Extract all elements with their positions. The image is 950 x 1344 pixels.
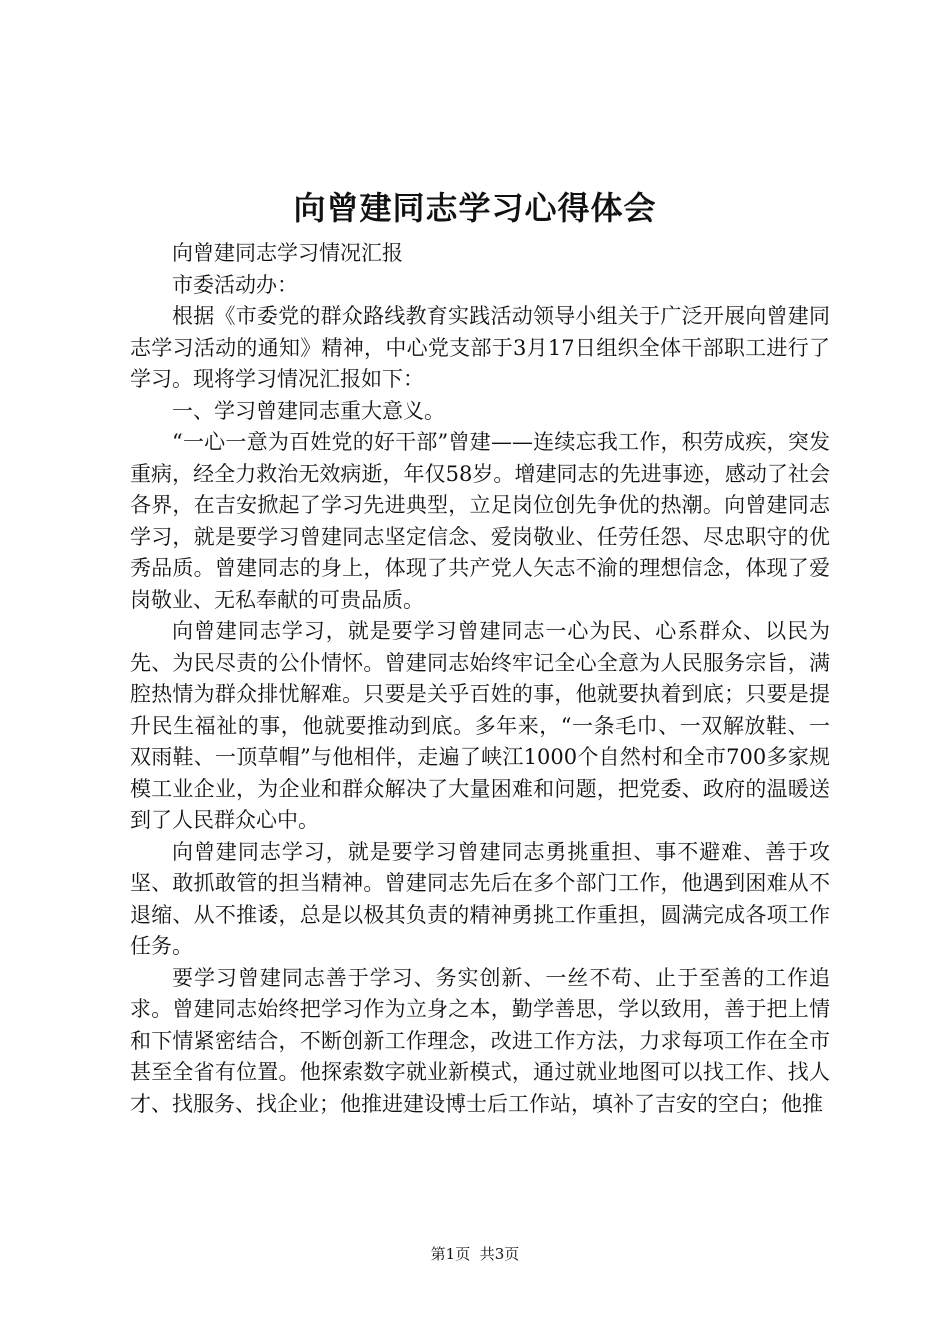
report-subtitle: 向曾建同志学习情况汇报 xyxy=(172,241,403,265)
body-paragraph: 根据《市委党的群众路线教育实践活动领导小组关于广泛开展向曾建同志学习活动的通知》精神，中心党支部于3月17日组织全体干部职工进行了学习。现将学习情况汇报如下： xyxy=(130,304,830,391)
body-paragraph: 向曾建同志学习，就是要学习曾建同志一心为民、心系群众、以民为先、为民尽责的公仆情怀。曾建同志始终牢记全心全意为人民服务宗旨，满腔热情为群众排忧解难。只要是关乎百姓的事，他就要执着到底；只要是提升民生福祉的事，他就要推动到底。多年来，“一条毛巾、一双解放鞋、一双雨鞋、一顶草帽”与他相伴，走遍了峡江1000个自然村和全市700多家规模工业企业，为企业和群众解决了大量困难和问题，把党委、政府的温暖送到了人民群众心中。 xyxy=(130,619,830,832)
document-title: 向曾建同志学习心得体会 xyxy=(293,189,657,227)
body-paragraph: 要学习曾建同志善于学习、务实创新、一丝不苟、止于至善的工作追求。曾建同志始终把学习作为立身之本，勤学善思，学以致用，善于把上情和下情紧密结合，不断创新工作理念，改进工作方法，力求每项工作在全市甚至全省有位置。他探索数字就业新模式，通过就业地图可以找工作、找人才、找服务、找企业；他推进建设博士后工作站，填补了吉安的空白；他推 xyxy=(130,965,830,1116)
section-heading: 一、学习曾建同志重大意义。 xyxy=(172,398,445,423)
document-body xyxy=(130,238,830,1120)
page-number: 第1页 xyxy=(430,1245,471,1263)
addressee-line: 市委活动办： xyxy=(172,272,298,297)
page-total: 共3页 xyxy=(479,1245,520,1263)
page-footer xyxy=(0,1244,950,1264)
body-paragraph: 向曾建同志学习，就是要学习曾建同志勇挑重担、事不避难、善于攻坚、敢抓敢管的担当精神。曾建同志先后在多个部门工作，他遇到困难从不退缩、从不推诿，总是以极其负责的精神勇挑工作重担，圆满完成各项工作任务。 xyxy=(130,839,830,958)
body-paragraph: “一心一意为百姓党的好干部”曾建——连续忘我工作，积劳成疾，突发重病，经全力救治无效病逝，年仅58岁。增建同志的先进事迹，感动了社会各界，在吉安掀起了学习先进典型，立足岗位创先争优的热潮。向曾建同志学习，就是要学习曾建同志坚定信念、爱岗敬业、任劳任怨、尽忠职守的优秀品质。曾建同志的身上，体现了共产党人矢志不渝的理想信念，体现了爱岗敬业、无私奉献的可贵品质。 xyxy=(130,430,830,612)
